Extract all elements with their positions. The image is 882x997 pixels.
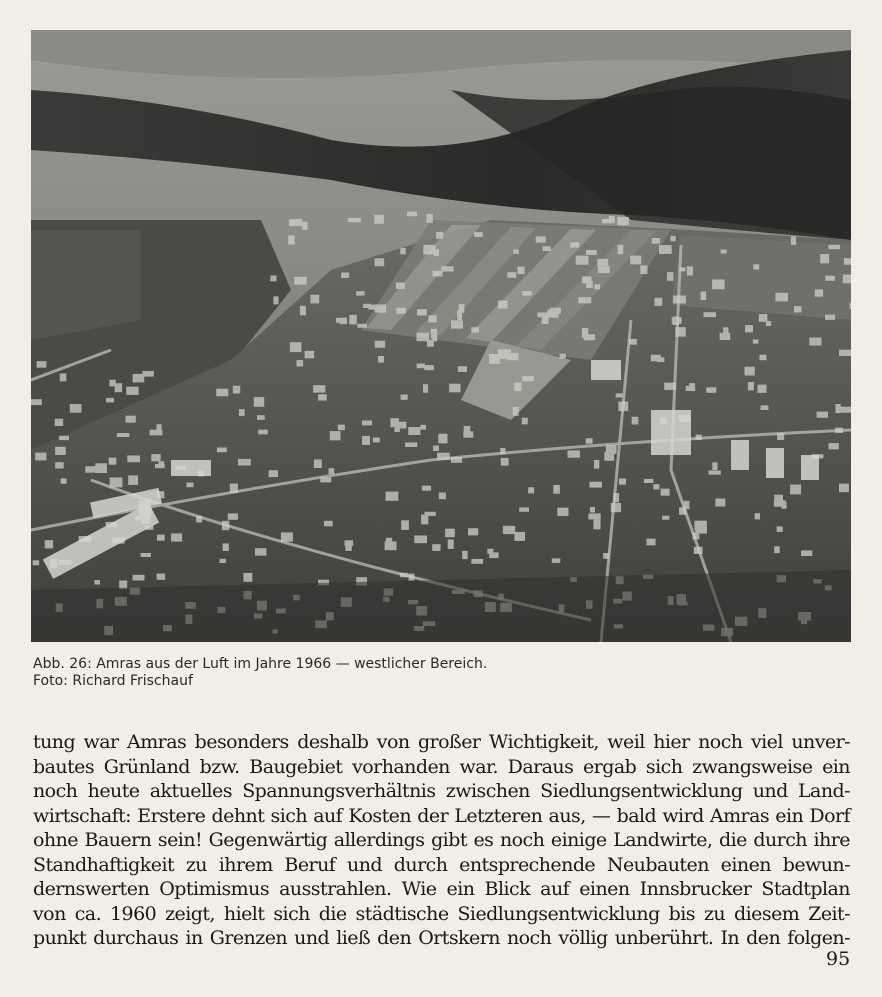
house-mark [345,540,354,545]
house-mark [374,215,384,224]
house-mark [230,484,238,494]
house-mark [408,427,420,435]
house-mark [368,305,376,310]
house-mark [141,553,151,557]
house-mark [651,355,661,361]
house-mark [220,559,226,563]
house-mark [396,308,405,314]
house-mark [568,450,580,457]
house-mark [281,532,293,541]
house-mark [55,447,66,455]
house-mark [422,486,431,491]
house-mark [431,329,437,338]
house-mark [503,526,515,534]
house-mark [500,448,505,454]
house-mark [414,536,427,544]
house-mark [801,550,812,556]
house-mark [825,315,835,320]
house-mark [570,242,579,247]
house-mark [839,350,851,356]
house-mark [619,479,626,485]
house-mark [670,236,675,241]
house-mark [560,354,566,359]
house-mark [362,421,372,426]
house-mark [407,212,417,217]
house-mark [586,281,593,288]
house-mark [474,232,483,237]
house-mark [675,327,685,337]
house-mark [586,250,597,255]
house-mark [513,407,519,416]
body-line: tung war Amras besonders deshalb von großer Wichtigkeit, weil hier noch viel unver- [33,731,850,753]
house-mark [528,487,534,493]
house-mark [514,383,521,392]
house-mark [45,540,53,548]
house-mark [617,217,628,225]
house-mark [60,373,67,381]
house-mark [704,312,717,317]
house-mark [458,366,467,372]
house-mark [238,459,251,466]
house-mark [701,292,707,301]
house-mark [644,479,653,483]
house-mark [126,416,136,423]
caption-credit: Foto: Richard Frischauf [33,673,193,689]
house-mark [579,297,592,303]
house-mark [289,219,302,226]
house-mark [659,245,672,254]
house-mark [809,338,821,346]
house-mark [117,433,130,437]
house-mark [825,276,835,281]
house-mark [222,521,229,530]
house-mark [513,250,519,254]
house-mark [667,272,674,281]
house-mark [357,324,367,328]
house-mark [313,385,325,392]
house-mark [684,501,690,509]
house-mark [653,484,659,489]
house-mark [386,492,399,501]
house-mark [715,499,725,507]
house-mark [217,448,227,453]
house-mark [70,404,82,413]
house-mark [462,551,468,559]
house-mark [459,304,465,313]
body-line: von ca. 1960 zeigt, hielt sich die städtische Siedlungsentwicklung bis zu diesem Zeit- [33,902,850,925]
body-line: Standhaftigkeit zu ihrem Beruf und durch entsprechende Neubauten einen bewun- [33,853,850,876]
house-mark [576,256,589,265]
house-mark [339,318,347,324]
house-mark [244,573,253,582]
house-mark [37,361,47,368]
house-mark [552,558,561,563]
house-mark [442,266,454,271]
house-mark [239,409,245,416]
house-mark [55,419,64,426]
house-mark [157,535,165,541]
house-mark [844,258,851,265]
house-mark [405,442,417,447]
house-mark [296,360,303,366]
house-mark [373,438,380,443]
house-mark [133,374,145,383]
house-mark [843,275,851,284]
house-mark [835,428,843,433]
house-mark [228,513,238,519]
house-mark [31,399,42,405]
house-mark [300,306,306,316]
page-number: 95 [826,948,851,970]
house-mark [401,520,409,530]
house-mark [409,574,415,581]
house-mark [712,462,717,470]
house-mark [157,424,162,430]
house-mark [721,250,727,254]
house-mark [712,280,725,290]
house-mark [436,232,443,239]
house-mark [790,485,801,495]
house-mark [318,394,327,400]
house-mark [557,508,568,516]
house-mark [445,529,455,538]
house-mark [33,560,40,565]
house-mark [673,296,686,304]
house-mark [758,385,767,393]
house-mark [664,383,675,390]
house-mark [127,456,140,463]
house-mark [143,371,154,377]
body-line: wirtschaft: Erstere dehnt sich auf Kosten der Letzteren aus, — bald wird Amras ein Dorf [33,804,850,827]
house-mark [150,430,163,436]
house-mark [61,478,67,483]
house-mark [723,327,728,333]
house-mark [543,246,551,251]
house-mark [694,521,706,531]
house-mark [817,412,828,418]
house-mark [686,386,696,391]
house-mark [269,470,278,477]
house-mark [468,528,478,535]
house-mark [115,383,123,392]
house-mark [839,484,849,493]
house-mark [759,355,766,361]
house-mark [586,438,593,444]
house-mark [593,520,600,530]
house-mark [426,214,432,223]
house-mark [745,367,755,376]
house-mark [522,291,531,296]
house-mark [324,521,333,527]
house-mark [216,389,228,397]
house-mark [255,548,267,555]
house-mark [128,475,138,485]
house-mark [662,516,669,520]
house-mark [109,458,117,465]
house-mark [594,460,599,469]
house-mark [522,376,534,381]
house-mark [519,507,529,511]
house-mark [498,349,511,359]
house-mark [349,315,357,325]
house-mark [589,482,602,488]
house-mark [536,236,546,242]
house-mark [766,321,771,326]
house-mark [522,418,528,425]
house-mark [839,407,851,413]
house-mark [673,316,679,325]
house-mark [794,306,801,312]
house-mark [429,315,437,322]
house-mark [614,493,620,502]
house-mark [679,267,685,271]
house-mark [375,304,386,312]
house-mark [223,543,229,551]
house-mark [518,267,525,275]
house-mark [196,516,202,523]
house-mark [396,282,405,289]
house-mark [611,503,621,512]
house-mark [378,356,384,363]
body-line: noch heute aktuelles Spannungsverhältnis zwischen Siedlungsentwicklung und Land- [33,780,850,802]
house-mark [514,532,525,541]
house-mark [433,271,443,277]
house-mark [603,553,609,559]
house-mark [348,218,361,222]
house-mark [498,301,508,309]
house-mark [109,380,115,387]
house-mark [791,237,796,245]
house-mark [133,575,145,581]
house-mark [464,426,471,436]
house-mark [258,430,268,435]
house-mark [449,384,460,393]
house-mark [588,513,600,519]
house-mark [604,452,614,461]
house-mark [423,245,435,255]
house-mark [157,574,166,580]
house-mark [119,581,127,589]
house-mark [417,333,430,342]
house-mark [597,259,608,266]
house-mark [655,298,663,306]
house-mark [777,433,784,440]
figure-caption [33,656,833,690]
house-mark [755,513,760,519]
house-mark [537,312,548,317]
house-mark [273,296,278,304]
house-mark [487,549,493,554]
house-mark [399,422,407,429]
house-mark [424,365,434,370]
house-mark [774,546,780,553]
house-mark [598,266,610,273]
house-mark [270,276,276,282]
house-mark [595,284,601,289]
house-mark [55,462,64,468]
house-mark [448,539,454,549]
house-mark [151,454,160,461]
house-mark [288,235,295,244]
house-mark [375,258,385,266]
house-mark [828,245,840,249]
house-mark [471,327,479,332]
house-mark [748,382,754,390]
aerial-photo [31,30,851,642]
house-mark [417,364,425,369]
house-mark [330,431,341,440]
body-line: dernswerten Optimismus ausstrahlen. Wie ein Blick auf einen Innsbrucker Stadtplan [33,878,850,900]
house-mark [775,293,788,302]
house-mark [647,539,656,546]
house-mark [630,256,641,265]
house-mark [761,405,769,410]
house-mark [759,314,768,322]
house-mark [401,395,408,400]
house-mark [425,512,436,516]
house-mark [294,277,306,285]
house-mark [745,325,753,332]
house-mark [753,264,759,269]
house-mark [314,459,322,468]
house-mark [290,342,302,352]
house-mark [421,515,428,525]
house-mark [110,478,123,488]
house-mark [850,302,851,309]
house-mark [126,387,138,395]
house-mark [356,291,364,295]
house-mark [171,533,182,541]
house-mark [640,265,647,274]
house-mark [362,436,370,445]
house-mark [302,222,308,230]
house-mark [400,573,409,578]
house-mark [305,351,315,358]
house-mark [709,471,721,475]
house-mark [489,354,500,364]
house-mark [618,245,624,254]
house-mark [390,418,399,427]
house-mark [602,219,614,223]
body-line: ohne Bauern sein! Gegenwärtig allerdings gibt es noch einige Landwirte, die durch ihre [33,829,850,851]
house-mark [584,334,595,340]
house-mark [400,248,405,255]
house-mark [94,580,100,584]
body-paragraph [33,730,850,951]
house-mark [451,457,462,463]
house-mark [629,339,637,345]
caption-title: Abb. 26: Amras aus der Luft im Jahre 1966 — westlicher Bereich. [33,656,488,672]
house-mark [438,434,447,444]
house-mark [35,453,46,461]
house-mark [694,547,703,554]
house-mark [652,238,660,244]
house-mark [423,384,428,393]
body-line: bautes Grünland bzw. Baugebiet vorhanden war. Daraus ergab sich zwangsweise ein [33,755,850,778]
house-mark [420,425,426,430]
house-mark [257,415,265,420]
house-mark [310,295,319,304]
house-mark [815,289,823,296]
house-mark [155,464,165,468]
house-mark [618,402,628,412]
house-mark [696,435,702,440]
house-mark [661,489,670,496]
house-mark [439,493,446,500]
house-mark [375,341,385,348]
house-mark [829,443,839,449]
house-mark [501,458,509,466]
house-mark [632,417,639,425]
house-mark [329,468,335,474]
house-mark [254,397,264,407]
house-mark [437,453,450,460]
body-line: punkt durchaus in Grenzen und ließ den Ortskern noch völlig unberührt. In den folgen- [33,927,850,949]
house-mark [417,309,427,315]
house-mark [753,339,759,343]
house-mark [85,466,97,473]
house-mark [706,387,716,393]
house-mark [386,538,392,548]
house-mark [338,425,345,431]
house-mark [59,436,69,440]
house-mark [616,393,623,397]
house-mark [106,398,114,403]
house-mark [590,507,595,513]
house-mark [186,483,193,488]
house-mark [341,273,349,279]
house-mark [687,266,693,275]
house-mark [781,502,786,509]
house-mark [433,446,439,452]
house-mark [720,333,731,340]
house-mark [553,485,560,494]
house-mark [471,559,483,564]
house-mark [320,477,331,482]
house-mark [777,526,783,532]
house-mark [550,308,561,314]
house-mark [451,320,463,328]
house-mark [507,272,516,278]
house-mark [432,544,440,551]
aerial-photo-graphic [31,30,851,642]
house-mark [693,532,700,539]
house-mark [233,386,240,394]
house-mark [820,254,829,263]
